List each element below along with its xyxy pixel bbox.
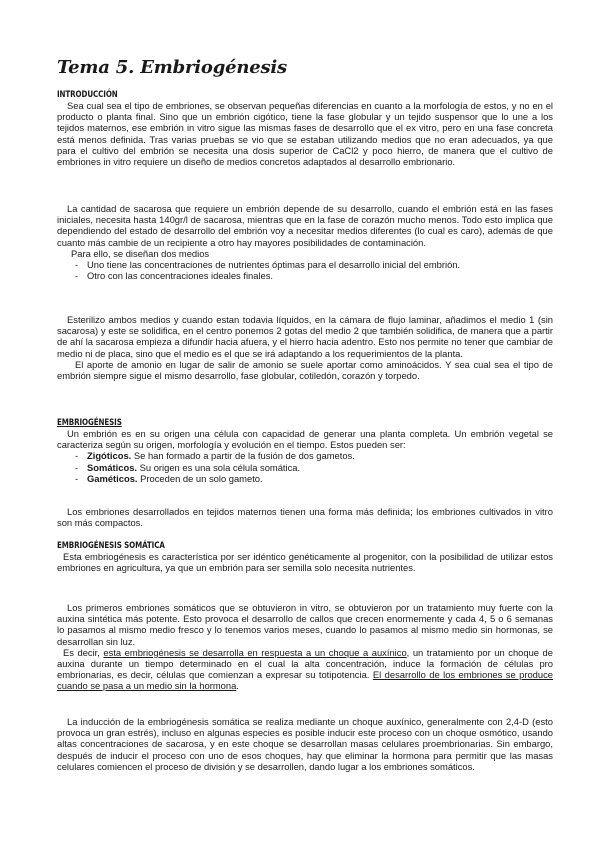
somatic-block-3 — [57, 716, 553, 772]
intro-paragraph-4: Esterilizo ambos medios y cuando estan todavia líquidos, en la cámara de flujo laminar, añadimos el medio 1 (sin sacarosa) y este se solidifica, en el centro ponemos 2 gotas del medio 2 que también solidifica, de manera que a partir de ahí la sacarosa empieza a difundir hacia afuera, y el hierro hacia adentro. Esto nos permite no tener que cambiar de medio ni de placa, sino que el medio es el que se irá adaptando a los requerimientos de la planta. — [57, 314, 553, 359]
intro-block-2 — [57, 203, 553, 281]
somatic-paragraph-4: La inducción de la embriogénesis somática se realiza mediante un choque auxínico, generalmente con 2,4-D (esto provoca un gran estrés), incluso en algunas especies es posible inducir este proceso con un choque osmótico, usando altas concentraciones de sacarosa, y en este choque se desarrollan masas celulares proembrionarias. Sin embargo, después de inducir el proceso con uno de esos choques, hay que eliminar la hormona para permitir que las masas celulares comiencen el proceso de división y se desarrollen, dando lugar a los embriones somáticos. — [57, 716, 553, 772]
intro-paragraph-1: Sea cual sea el tipo de embriones, se observan pequeñas diferencias en cuanto a la morfología de estos, y no en el producto o planta final. Sino que un embrión cigótico, tiene la fase globular y un tejido suspensor que lo une a los tejidos maternos, ese embrión in vitro sigue las mismas fases de desarrollo que el ex vitro, pero en una fase concreta está menos definida. Tras varias pruebas se vio que se estaban utilizando medios que no eran adecuados, ya que para el cultivo del embrión se necesita una dosis superior de CaCl2 y poco hierro, de manera que el cultivo de embriones in vitro requiere un diseño de medios concretos adaptados al desarrollo embrionario. — [57, 100, 553, 168]
list-item: - Zigóticos. Se han formado a partir de la fusión de dos gametos. — [75, 450, 355, 462]
media-list — [57, 259, 553, 281]
embryo-types-list — [57, 450, 553, 484]
embriogenesis-paragraph-1: Un embrión es en su origen una célula con capacidad de generar una planta completa. Un embrión vegetal se caracteriza según su origen, morfología y evolución en el tiempo. Estos pueden ser: — [57, 428, 553, 451]
list-item: - Otro con las concentraciones ideales finales. — [75, 270, 274, 282]
somatic-block-2 — [57, 602, 553, 692]
somatic-paragraph-3: Es decir, esta embriogénesis se desarrolla en respuesta a un choque a auxínico, un tratamiento por un choque de auxina durante un tiempo determinado en el cual la alta concentración, induce la formación de células pro embrionarias, es decir, células que comienzan a expresar su totipotencia. El desarrollo de los embriones se produce cuando se pasa a un medio sin la hormona. — [57, 646, 553, 692]
embriogenesis-section — [57, 418, 553, 484]
embriogenesis-paragraph-2: Los embriones desarrollados en tejidos maternos tienen una forma más definida; los embriones cultivados in vitro son más compactos. — [57, 506, 553, 529]
intro-section — [57, 90, 553, 167]
somatic-heading: EMBRIOGÉNESIS SOMÁTICA — [57, 541, 165, 551]
intro-block-3 — [57, 314, 553, 381]
somatic-paragraph-2: Los primeros embriones somáticos que se obtuvieron in vitro, se obtuvieron por un tratamiento muy fuerte con la auxina sintética más potente. Esto provoca el desarrollo de callos que crecen enormemente y cada 4, 5 o 6 semanas lo pasamos al mismo medio fresco y lo tenemos varios meses, cuando lo pasamos al mismo medio sin hormonas, se desarrollan sin luz. — [57, 602, 553, 647]
intro-heading: INTRODUCCIÓN — [57, 90, 118, 100]
list-item: - Gaméticos. Proceden de un solo gameto. — [75, 472, 263, 484]
list-item: - Somáticos. Su origen es una sola célula somática. — [75, 461, 301, 473]
intro-paragraph-2: La cantidad de sacarosa que requiere un embrión depende de su desarrollo, cuando el embrión está en las fases iniciales, necesita hasta 140gr/l de sacarosa, mientras que en la fase de corazón mucho menos. Todo esto implica que dependiendo del estado de desarrollo del embrión voy a necesitar medios diferentes (lo cual es caro), además de que cuanto más cambie de un recipiente a otro hay mayores posibilidades de contaminación. — [57, 203, 553, 248]
embriogenesis-block-2 — [57, 506, 553, 528]
page-title: Tema 5. Embriogénesis — [57, 57, 287, 78]
somatic-section — [57, 541, 553, 573]
somatic-paragraph-1: Esta embriogénesis es característica por ser idéntico genéticamente al progenitor, con la posibilidad de utilizar estos embriones en agricultura, ya que un embrión para ser semilla solo necesita nutrientes. — [57, 551, 553, 574]
intro-paragraph-5: El aporte de amonio en lugar de salir de amonio se suele aportar como aminoácidos. Y sea cual sea el tipo de embrión siempre sigue el mismo desarrollo, fase globular, cotiledón, corazón y torpedo. — [57, 358, 553, 382]
embriogenesis-heading: EMBRIOGÉNESIS — [57, 418, 122, 428]
intro-paragraph-3: Para ello, se diseñan dos medios — [71, 247, 210, 259]
list-item: - Uno tiene las concentraciones de nutrientes óptimas para el desarrollo inicial del embrión. — [75, 259, 461, 271]
